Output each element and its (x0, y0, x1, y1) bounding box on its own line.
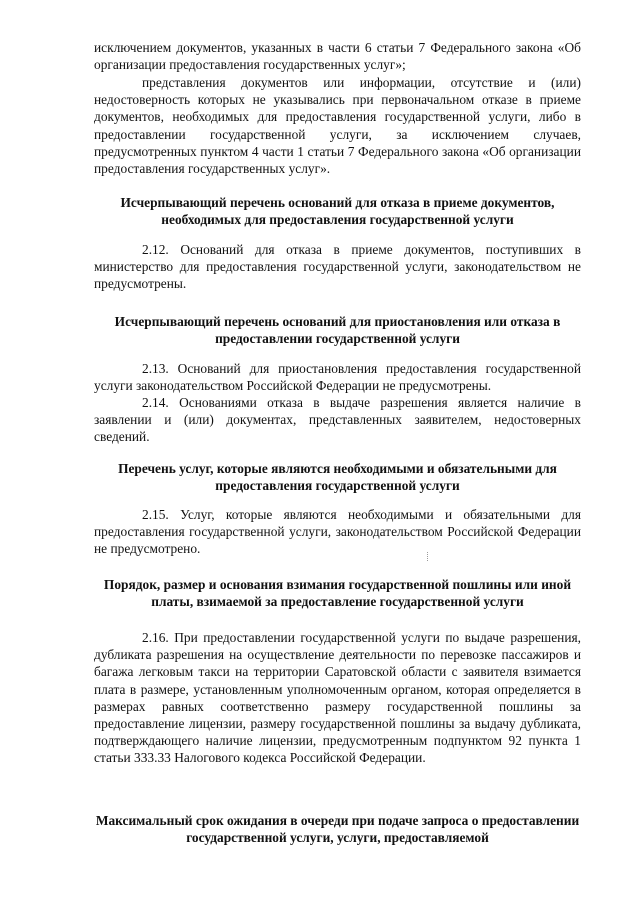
paragraph-2-13: 2.13. Оснований для приостановления предоставления государственной услуги законодательством Российской Федерации не предусмотрены. (94, 361, 581, 394)
section-heading-required-services: Перечень услуг, которые являются необходимыми и обязательными для предоставления государственной услуги (118, 461, 557, 494)
paragraph-2-15: 2.15. Услуг, которые являются необходимыми и обязательными для предоставления государственной услуги, законодательством Российской Федерации не предусмотрено. (94, 507, 581, 557)
section-heading-queue-waiting-time: Максимальный срок ожидания в очереди при подаче запроса о предоставлении государственной услуги, услуги, предоставляемой (95, 813, 580, 846)
paragraph-exception-case: представления документов или информации, отсутствие и (или) недостоверность которых не указывались при первоначальном отказе в приеме документов, необходимых для предоставления государственной услуги, либо в предоставлении государственной услуги, за исключением случаев, предусмотренных пунктом 4 части 1 статьи 7 Федерального закона «Об организации предоставления государственных услуг». (94, 75, 581, 177)
scan-speck (427, 552, 430, 561)
paragraph-2-16: 2.16. При предоставлении государственной услуги по выдаче разрешения, дубликата разрешения на осуществление деятельности по перевозке пассажиров и багажа легковым такси на территории Саратовской области с заявителя взимается плата в размере, установленным уполномоченным органом, которая определяется в размерах равных соответственно размеру государственной пошлины за предоставление лицензии, размеру государственной пошлины за выдачу дубликата, подтверждающего наличие лицензии, предусмотренным подпунктом 92 пункта 1 статьи 333.33 Налогового кодекса Российской Федерации. (94, 630, 581, 766)
paragraph-2-12: 2.12. Оснований для отказа в приеме документов, поступивших в министерство для предоставления государственной услуги, законодательством не предусмотрены. (94, 242, 581, 292)
section-heading-state-fee: Порядок, размер и основания взимания государственной пошлины или иной платы, взимаемой за предоставление государственной услуги (103, 577, 572, 610)
section-heading-suspension: Исчерпывающий перечень оснований для приостановления или отказа в предоставлении государственной услуги (114, 314, 561, 347)
paragraph-continuation: исключением документов, указанных в части 6 статьи 7 Федерального закона «Об организации предоставления государственных услуг»; (94, 40, 581, 73)
paragraph-2-14: 2.14. Основаниями отказа в выдаче разрешения является наличие в заявлении и (или) документах, представленных заявителем, недостоверных сведений. (94, 395, 581, 445)
section-heading-refusal-documents: Исчерпывающий перечень оснований для отказа в приеме документов, необходимых для предоставления государственной услуги (120, 195, 555, 228)
